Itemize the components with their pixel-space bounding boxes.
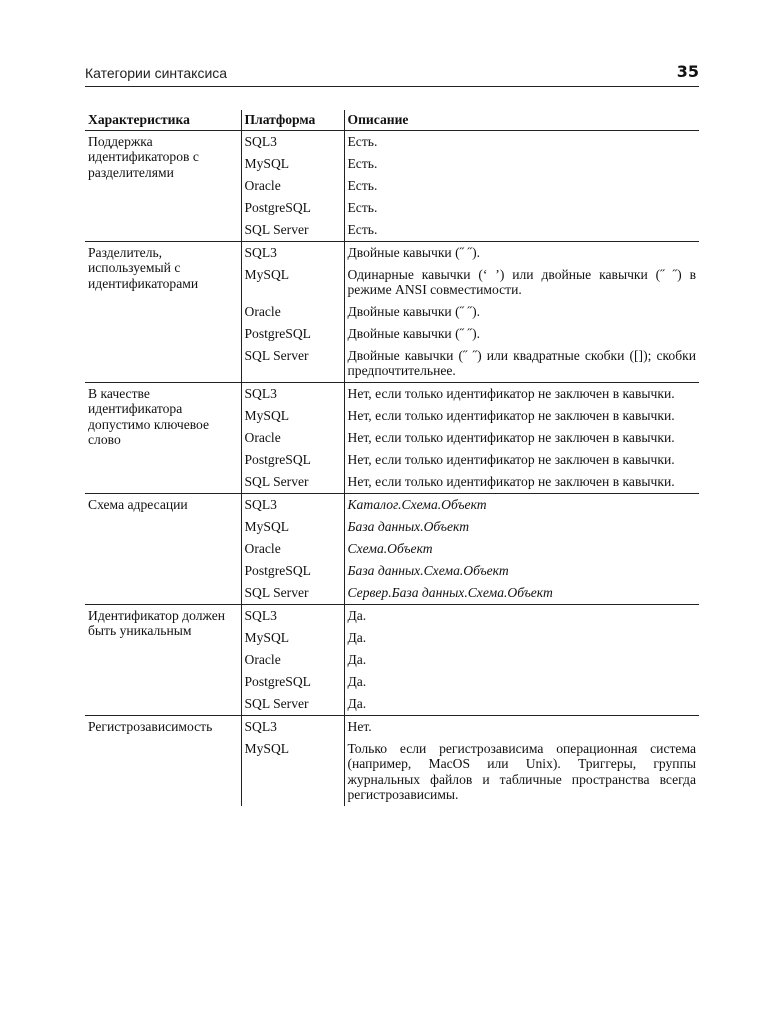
description-cell: Нет, если только идентификатор не заключен в кавычки.	[347, 407, 675, 423]
table-row	[85, 130, 699, 153]
description-cell: Есть.	[347, 199, 378, 215]
feature-cell: Регистрозависимость	[85, 715, 241, 806]
description-cell: Схема.Объект	[347, 540, 433, 556]
description-cell: Каталог.Схема.Объект	[344, 493, 699, 516]
description-cell: Двойные кавычки (˝ ˝) или квадратные скобки ([]); скобки предпочтительнее.	[347, 347, 696, 378]
description-cell: Двойные кавычки (˝ ˝).	[344, 241, 699, 264]
table-row	[85, 715, 699, 738]
description-cell: Да.	[347, 695, 367, 711]
platform-cell: PostgreSQL	[241, 197, 344, 219]
description-cell: Да.	[347, 673, 367, 689]
platform-cell: SQL3	[241, 382, 344, 405]
platform-cell: SQL Server	[241, 693, 344, 716]
table-row	[85, 493, 699, 516]
feature-cell: Схема адресации	[85, 493, 241, 604]
description-cell: Только если регистрозависима операционная система (например, MacOS или Unix). Триггеры, группы журнальных файлов и табличные пространства всегда регистрозависимы.	[347, 740, 696, 802]
platform-cell: SQL3	[241, 715, 344, 738]
description-cell: Есть.	[347, 133, 378, 149]
description-cell: Да.	[347, 629, 367, 645]
page-header	[85, 62, 699, 87]
platform-cell: MySQL	[241, 627, 344, 649]
description-cell: Двойные кавычки (˝ ˝).	[347, 303, 481, 319]
column-header-description: Описание	[344, 110, 699, 130]
description-cell: Да.	[344, 604, 699, 627]
description-cell: Есть.	[347, 155, 378, 171]
table-row	[85, 382, 699, 405]
description-cell: Нет.	[344, 715, 699, 738]
platform-cell: Oracle	[241, 649, 344, 671]
platform-cell: PostgreSQL	[241, 323, 344, 345]
platform-cell: SQL3	[241, 493, 344, 516]
description-cell: Одинарные кавычки (‘ ’) или двойные кавычки (˝ ˝) в режиме ANSI совместимости.	[347, 266, 696, 297]
feature-cell: Разделитель, используемый с идентификаторами	[85, 241, 241, 382]
description-cell: Есть.	[347, 221, 378, 237]
description-cell: Нет, если только идентификатор не заключен в кавычки.	[347, 473, 675, 489]
table-row	[85, 604, 699, 627]
platform-cell: MySQL	[241, 738, 344, 806]
platform-cell: Oracle	[241, 538, 344, 560]
page-number: 35	[676, 62, 699, 81]
platform-cell: MySQL	[241, 405, 344, 427]
platform-cell: SQL Server	[241, 582, 344, 605]
table-row	[85, 241, 699, 264]
platform-cell: Oracle	[241, 427, 344, 449]
feature-cell: В качестве идентификатора допустимо ключевое слово	[85, 382, 241, 493]
syntax-feature-table	[85, 110, 699, 806]
description-cell: Сервер.База данных.Схема.Объект	[347, 584, 553, 600]
platform-cell: Oracle	[241, 301, 344, 323]
platform-cell: SQL Server	[241, 471, 344, 494]
description-cell: База данных.Схема.Объект	[347, 562, 509, 578]
description-cell: Есть.	[347, 177, 378, 193]
description-cell: Нет, если только идентификатор не заключен в кавычки.	[347, 451, 675, 467]
description-cell: Нет, если только идентификатор не заключен в кавычки.	[344, 382, 699, 405]
platform-cell: SQL3	[241, 241, 344, 264]
platform-cell: SQL3	[241, 604, 344, 627]
description-cell: Нет, если только идентификатор не заключен в кавычки.	[347, 429, 675, 445]
feature-cell: Идентификатор должен быть уникальным	[85, 604, 241, 715]
platform-cell: MySQL	[241, 153, 344, 175]
column-header-platform: Платформа	[241, 110, 344, 130]
platform-cell: SQL Server	[241, 219, 344, 242]
platform-cell: SQL3	[241, 130, 344, 153]
platform-cell: PostgreSQL	[241, 671, 344, 693]
platform-cell: MySQL	[241, 516, 344, 538]
platform-cell: MySQL	[241, 264, 344, 301]
table-body	[85, 130, 699, 806]
platform-cell: PostgreSQL	[241, 560, 344, 582]
description-cell: Да.	[347, 651, 367, 667]
description-cell: База данных.Объект	[347, 518, 470, 534]
column-header-feature: Характеристика	[85, 110, 241, 130]
description-cell: Двойные кавычки (˝ ˝).	[347, 325, 481, 341]
platform-cell: SQL Server	[241, 345, 344, 383]
platform-cell: PostgreSQL	[241, 449, 344, 471]
platform-cell: Oracle	[241, 175, 344, 197]
running-header-title: Категории синтаксиса	[85, 65, 228, 81]
feature-cell: Поддержка идентификаторов с разделителями	[85, 130, 241, 241]
table-header-row	[85, 110, 699, 130]
